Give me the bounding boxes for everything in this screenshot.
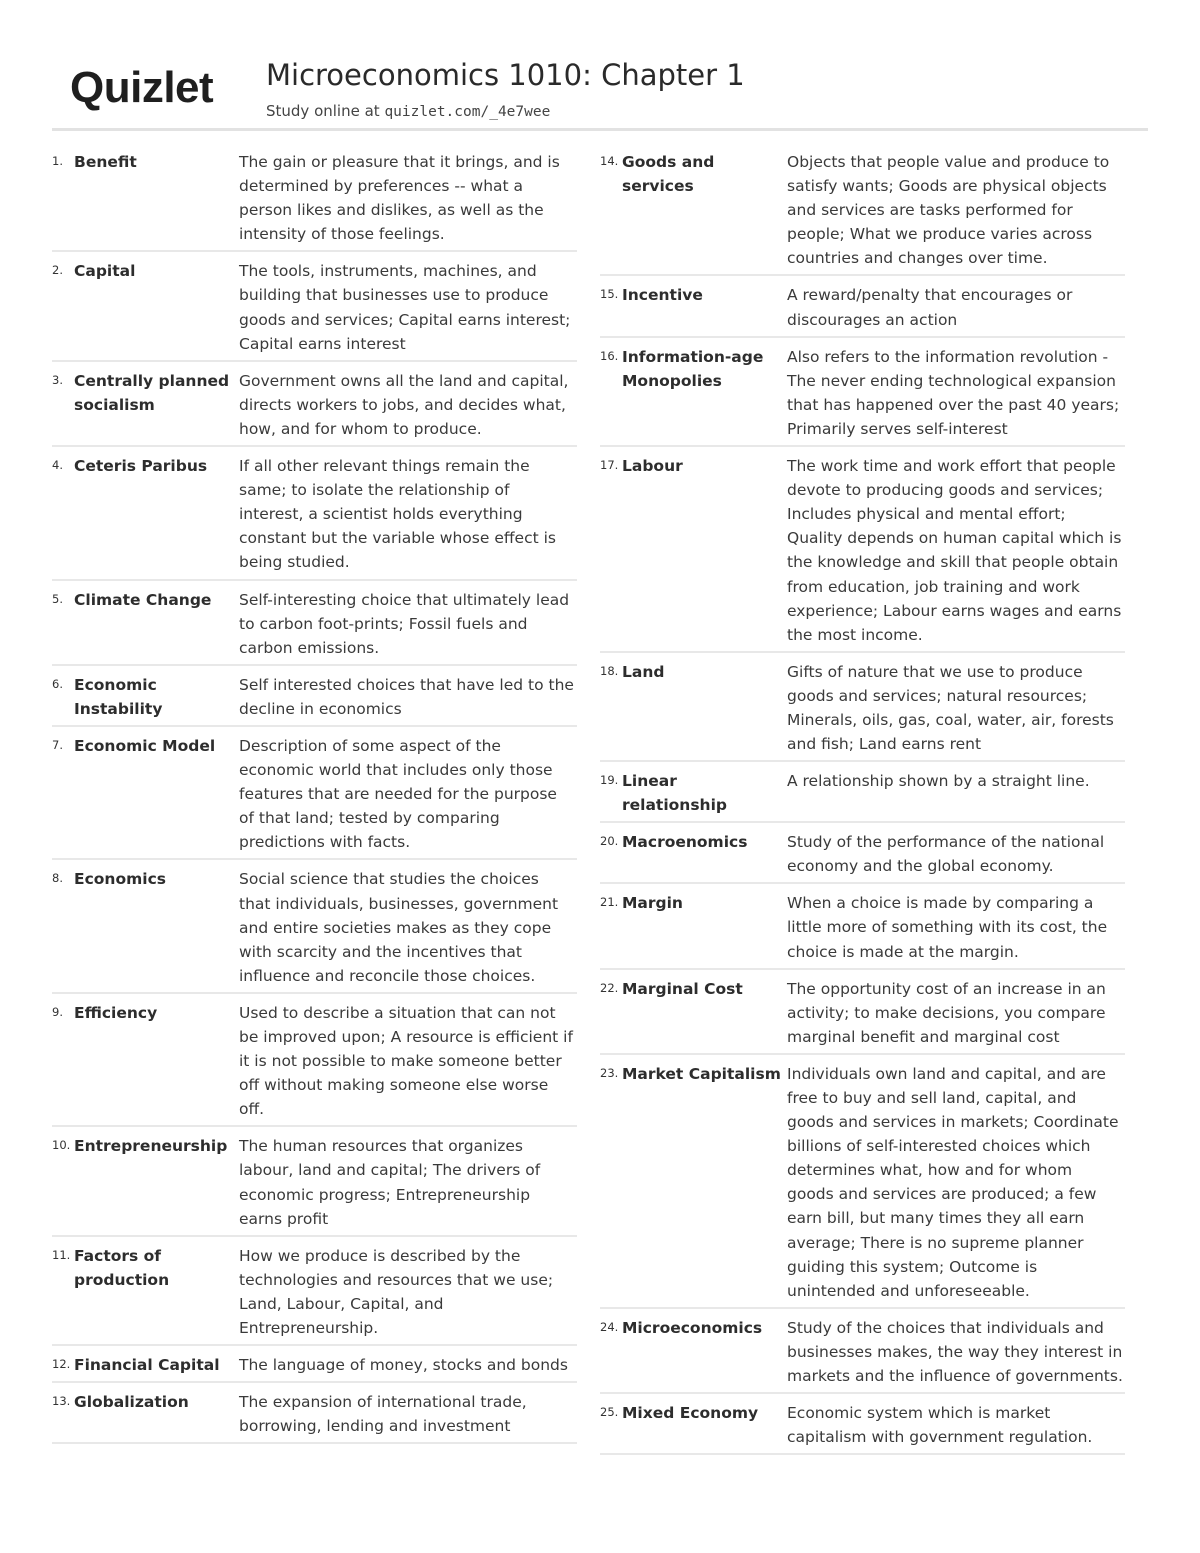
entry-number: 15. bbox=[600, 287, 619, 302]
term-entry bbox=[52, 259, 577, 361]
entry-number: 8. bbox=[52, 871, 63, 886]
term-entry bbox=[52, 1001, 577, 1127]
entry-term: Macroenomics bbox=[622, 833, 748, 852]
entry-term: Benefit bbox=[74, 153, 137, 171]
entry-definition: The tools, instruments, machines, and building that businesses use to produce goods and services; Capital earns interest; Capital earns interest bbox=[239, 262, 571, 353]
entry-number: 9. bbox=[52, 1004, 63, 1019]
entry-number: 21. bbox=[600, 895, 619, 910]
term-entry bbox=[52, 1353, 577, 1383]
term-entry bbox=[52, 588, 577, 666]
entry-term: Land bbox=[622, 662, 665, 681]
term-entry bbox=[52, 1244, 577, 1346]
entry-definition: Individuals own land and capital, and are free to buy and sell land, capital, and goods and services in markets; Coordinate billions of self-interested choices which determines what, how and for whom goods and services are produced; a few earn bill, but many times they all earn average; There is no supreme planner guiding this system; Outcome is unintended and unforeseeable. bbox=[787, 1064, 1119, 1300]
entry-term: Factors of production bbox=[74, 1246, 170, 1289]
term-entry bbox=[600, 345, 1125, 447]
entry-definition: The language of money, stocks and bonds bbox=[239, 1356, 568, 1375]
term-entry bbox=[600, 1316, 1125, 1394]
entry-definition: Self-interesting choice that ultimately lead to carbon foot-prints; Fossil fuels and carbon emissions. bbox=[239, 590, 570, 657]
entry-definition: The opportunity cost of an increase in an activity; to make decisions, you compare marginal benefit and marginal cost bbox=[787, 979, 1106, 1046]
entry-definition: When a choice is made by comparing a little more of something with its cost, the choice is made at the margin. bbox=[787, 894, 1108, 961]
entry-definition: If all other relevant things remain the same; to isolate the relationship of interest, a scientist holds everything constant but the variable whose effect is being studied. bbox=[239, 457, 556, 572]
entry-term: Economic Model bbox=[74, 736, 216, 755]
entry-definition: Study of the choices that individuals and businesses makes, the way they interest in markets and the influence of governments. bbox=[787, 1318, 1123, 1386]
entry-definition: The work time and work effort that people devote to producing goods and services; Includes physical and mental effort; Quality depends on human capital which is the knowledge and skill that people obtain from education, job training and work experience; Labour earns wages and earns the most income. bbox=[787, 457, 1122, 644]
study-url-link[interactable]: quizlet.com/_4e7wee bbox=[384, 104, 551, 120]
entry-number: 13. bbox=[52, 1394, 71, 1409]
entry-term: Entrepreneurship bbox=[74, 1137, 228, 1156]
entry-term: Labour bbox=[622, 457, 683, 476]
entry-number: 18. bbox=[600, 663, 619, 678]
term-entry bbox=[52, 1390, 577, 1444]
term-entry bbox=[600, 454, 1125, 653]
term-entry bbox=[600, 150, 1125, 276]
term-entry bbox=[52, 734, 577, 860]
entry-number: 3. bbox=[52, 372, 63, 387]
entry-number: 10. bbox=[52, 1138, 71, 1153]
term-entry bbox=[600, 977, 1125, 1055]
entry-number: 23. bbox=[600, 1065, 619, 1080]
entry-term: Margin bbox=[622, 894, 683, 913]
entry-number: 4. bbox=[52, 458, 63, 473]
entry-number: 24. bbox=[600, 1319, 619, 1334]
entry-definition: Government owns all the land and capital, directs workers to jobs, and decides what, how, and for whom to produce. bbox=[239, 371, 569, 438]
entry-term: Linear relationship bbox=[622, 772, 728, 815]
entry-term: Incentive bbox=[622, 286, 703, 305]
entry-definition: Used to describe a situation that can not be improved upon; A resource is efficient if it is not possible to make someone better off without making someone else worse off. bbox=[239, 1003, 573, 1119]
entry-term: Microeconomics bbox=[622, 1318, 763, 1337]
study-online-line bbox=[266, 102, 550, 120]
entry-number: 6. bbox=[52, 676, 63, 691]
entry-number: 12. bbox=[52, 1357, 71, 1372]
entry-number: 5. bbox=[52, 591, 63, 606]
entry-definition: A reward/penalty that encourages or discourages an action bbox=[787, 286, 1073, 329]
entry-term: Market Capitalism bbox=[622, 1064, 781, 1083]
header-divider bbox=[52, 128, 1148, 131]
entry-number: 20. bbox=[600, 834, 619, 849]
entry-definition: A relationship shown by a straight line. bbox=[787, 772, 1090, 791]
quizlet-logo: Quizlet bbox=[70, 63, 214, 112]
entry-definition: Study of the performance of the national economy and the global economy. bbox=[787, 833, 1105, 876]
term-entry bbox=[52, 673, 577, 727]
term-entry bbox=[600, 1401, 1125, 1455]
term-entry bbox=[600, 1062, 1125, 1309]
term-entry bbox=[600, 660, 1125, 762]
entry-definition: Economic system which is market capitalism with government regulation. bbox=[787, 1404, 1093, 1447]
entry-definition: Social science that studies the choices that individuals, businesses, government and entire societies makes as they cope with scarcity and the incentives that influence and reconcile those choices. bbox=[239, 870, 559, 985]
entry-number: 2. bbox=[52, 263, 63, 278]
term-entry bbox=[52, 150, 577, 252]
entry-definition: The human resources that organizes labour, land and capital; The drivers of economic progress; Entrepreneurship earns profit bbox=[239, 1137, 541, 1228]
entry-number: 17. bbox=[600, 458, 619, 473]
entry-number: 14. bbox=[600, 154, 619, 168]
entry-definition: Self interested choices that have led to the decline in economics bbox=[239, 675, 574, 718]
entry-term: Centrally planned socialism bbox=[74, 371, 230, 414]
entry-number: 22. bbox=[600, 980, 619, 995]
entry-term: Financial Capital bbox=[74, 1356, 220, 1375]
entry-number: 19. bbox=[600, 773, 619, 788]
entry-number: 25. bbox=[600, 1405, 619, 1420]
term-entry bbox=[52, 867, 577, 993]
term-entry bbox=[52, 1134, 577, 1236]
right-term-column bbox=[600, 150, 1125, 1462]
entry-term: Goods and services bbox=[622, 153, 715, 195]
entry-term: Capital bbox=[74, 262, 136, 281]
entry-definition: How we produce is described by the technologies and resources that we use; Land, Labour, Capital, and Entrepreneurship. bbox=[239, 1246, 554, 1338]
entry-number: 7. bbox=[52, 737, 63, 752]
term-entry bbox=[600, 830, 1125, 884]
entry-term: Marginal Cost bbox=[622, 979, 743, 998]
entry-number: 16. bbox=[600, 348, 619, 363]
entry-number: 1. bbox=[52, 154, 63, 168]
entry-term: Globalization bbox=[74, 1393, 189, 1412]
term-entry bbox=[52, 369, 577, 447]
entry-term: Mixed Economy bbox=[622, 1404, 759, 1423]
term-entry bbox=[600, 283, 1125, 337]
page-title: Microeconomics 1010: Chapter 1 bbox=[266, 58, 745, 92]
entry-definition: Gifts of nature that we use to produce goods and services; natural resources; Minerals, oils, gas, coal, water, air, forests and fish; Land earns rent bbox=[787, 662, 1114, 754]
entry-definition: The expansion of international trade, borrowing, lending and investment bbox=[239, 1393, 527, 1436]
term-entry bbox=[600, 891, 1125, 969]
entry-definition: Objects that people value and produce to satisfy wants; Goods are physical objects and services are tasks performed for people; What we produce varies across countries and changes over time. bbox=[787, 153, 1110, 268]
left-term-column bbox=[52, 150, 577, 1451]
term-entry bbox=[52, 454, 577, 580]
entry-number: 11. bbox=[52, 1247, 71, 1262]
entry-term: Ceteris Paribus bbox=[74, 457, 208, 476]
entry-definition: Also refers to the information revolution - The never ending technological expansion that has happened over the past 40 years; Primarily serves self-interest bbox=[787, 347, 1120, 438]
entry-definition: Description of some aspect of the economic world that includes only those features that are needed for the purpose of that land; tested by comparing predictions with facts. bbox=[239, 736, 557, 852]
term-entry bbox=[600, 769, 1125, 823]
entry-term: Economics bbox=[74, 870, 166, 889]
entry-term: Efficiency bbox=[74, 1003, 158, 1022]
entry-term: Economic Instability bbox=[74, 675, 163, 718]
entry-term: Climate Change bbox=[74, 590, 212, 609]
entry-term: Information-age Monopolies bbox=[622, 347, 764, 390]
study-online-label: Study online at bbox=[266, 102, 385, 120]
entry-definition: The gain or pleasure that it brings, and is determined by preferences -- what a person likes and dislikes, as well as the intensity of those feelings. bbox=[239, 153, 560, 244]
